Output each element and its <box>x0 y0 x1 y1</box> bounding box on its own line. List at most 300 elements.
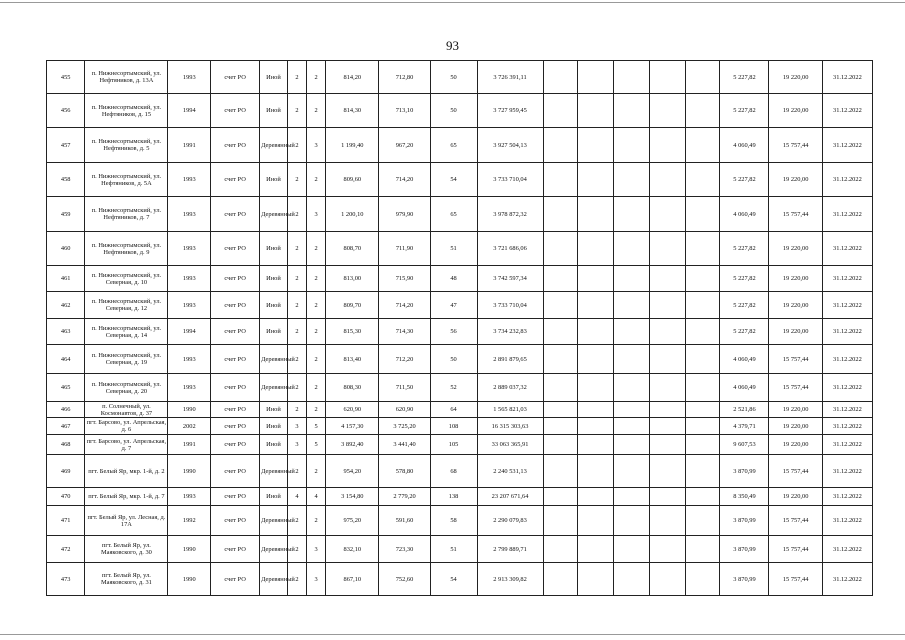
empty-cell <box>650 345 686 374</box>
row-number-cell: 467 <box>47 418 85 435</box>
empty-cell <box>613 266 649 292</box>
table-row <box>47 402 873 418</box>
repair-cost-cell: 2 891 879,65 <box>477 345 543 374</box>
living-area-cell: 578,80 <box>379 455 430 488</box>
address-cell: п. Нижнесортымский, ул. Северная, д. 12 <box>85 292 168 319</box>
entrances-cell: 4 <box>307 488 326 506</box>
empty-cell <box>650 61 686 94</box>
residents-cell: 51 <box>430 232 477 266</box>
empty-cell <box>650 232 686 266</box>
total-area-cell: 808,70 <box>326 232 379 266</box>
residents-cell: 51 <box>430 536 477 563</box>
empty-cell <box>543 506 577 536</box>
specific-cost-cell: 5 227,82 <box>720 61 769 94</box>
empty-cell <box>686 232 720 266</box>
residents-cell: 50 <box>430 94 477 128</box>
empty-cell <box>543 402 577 418</box>
max-cost-cell: 15 757,44 <box>769 506 822 536</box>
max-cost-cell: 15 757,44 <box>769 345 822 374</box>
empty-cell <box>686 506 720 536</box>
wall-material-cell: Деревянный <box>260 536 288 563</box>
address-cell: пгт. Белый Яр, мкр. 1-й, д. 7 <box>85 488 168 506</box>
repair-cost-cell: 2 799 889,71 <box>477 536 543 563</box>
address-cell: п. Нижнесортымский, ул. Нефтяников, д. 9 <box>85 232 168 266</box>
repair-cost-cell: 2 240 531,13 <box>477 455 543 488</box>
empty-cell <box>650 319 686 345</box>
residents-cell: 52 <box>430 374 477 402</box>
empty-cell <box>650 536 686 563</box>
page-number: 93 <box>446 38 459 53</box>
empty-cell <box>613 563 649 596</box>
empty-cell <box>686 374 720 402</box>
specific-cost-cell: 5 227,82 <box>720 94 769 128</box>
address-cell: пгт. Белый Яр, ул. Лесная, д. 17А <box>85 506 168 536</box>
specific-cost-cell: 5 227,82 <box>720 266 769 292</box>
repair-cost-cell: 3 727 959,45 <box>477 94 543 128</box>
empty-cell <box>577 506 613 536</box>
account-cell: счет РО <box>211 402 260 418</box>
empty-cell <box>650 402 686 418</box>
account-cell: счет РО <box>211 536 260 563</box>
empty-cell <box>577 455 613 488</box>
empty-cell <box>613 488 649 506</box>
empty-cell <box>613 536 649 563</box>
specific-cost-cell: 5 227,82 <box>720 319 769 345</box>
empty-cell <box>650 128 686 163</box>
empty-cell <box>650 94 686 128</box>
table-row <box>47 488 873 506</box>
empty-cell <box>613 197 649 232</box>
total-area-cell: 808,30 <box>326 374 379 402</box>
repair-cost-cell: 3 927 504,13 <box>477 128 543 163</box>
table-row <box>47 418 873 435</box>
table-row <box>47 266 873 292</box>
floors-cell: 3 <box>287 418 306 435</box>
wall-material-cell: Иной <box>260 163 288 197</box>
floors-cell: 4 <box>287 488 306 506</box>
table-row <box>47 506 873 536</box>
account-cell: счет РО <box>211 128 260 163</box>
address-cell: п. Нижнесортымский, ул. Северная, д. 20 <box>85 374 168 402</box>
total-area-cell: 3 154,80 <box>326 488 379 506</box>
total-area-cell: 975,20 <box>326 506 379 536</box>
living-area-cell: 591,60 <box>379 506 430 536</box>
empty-cell <box>577 128 613 163</box>
entrances-cell: 2 <box>307 232 326 266</box>
empty-cell <box>577 94 613 128</box>
empty-cell <box>613 61 649 94</box>
account-cell: счет РО <box>211 506 260 536</box>
entrances-cell: 2 <box>307 163 326 197</box>
year-cell: 1993 <box>168 163 211 197</box>
empty-cell <box>577 435 613 455</box>
empty-cell <box>577 374 613 402</box>
total-area-cell: 809,60 <box>326 163 379 197</box>
address-cell: п. Нижнесортымский, ул. Северная, д. 14 <box>85 319 168 345</box>
year-cell: 1993 <box>168 488 211 506</box>
max-cost-cell: 19 220,00 <box>769 94 822 128</box>
repair-cost-cell: 3 726 391,11 <box>477 61 543 94</box>
max-cost-cell: 19 220,00 <box>769 163 822 197</box>
account-cell: счет РО <box>211 232 260 266</box>
repair-cost-cell: 3 733 710,04 <box>477 163 543 197</box>
empty-cell <box>650 292 686 319</box>
row-number-cell: 461 <box>47 266 85 292</box>
floors-cell: 2 <box>287 61 306 94</box>
residents-cell: 65 <box>430 128 477 163</box>
table-row <box>47 345 873 374</box>
repair-cost-cell: 3 742 597,34 <box>477 266 543 292</box>
max-cost-cell: 19 220,00 <box>769 266 822 292</box>
year-cell: 2002 <box>168 418 211 435</box>
max-cost-cell: 19 220,00 <box>769 488 822 506</box>
living-area-cell: 712,20 <box>379 345 430 374</box>
table-row <box>47 128 873 163</box>
row-number-cell: 472 <box>47 536 85 563</box>
table-row <box>47 61 873 94</box>
repair-cost-cell: 3 734 232,83 <box>477 319 543 345</box>
specific-cost-cell: 2 521,86 <box>720 402 769 418</box>
table-row <box>47 563 873 596</box>
wall-material-cell: Иной <box>260 232 288 266</box>
entrances-cell: 2 <box>307 506 326 536</box>
floors-cell: 2 <box>287 345 306 374</box>
empty-cell <box>543 163 577 197</box>
year-cell: 1993 <box>168 197 211 232</box>
deadline-cell: 31.12.2022 <box>822 536 872 563</box>
year-cell: 1991 <box>168 435 211 455</box>
row-number-cell: 455 <box>47 61 85 94</box>
empty-cell <box>613 506 649 536</box>
empty-cell <box>686 418 720 435</box>
repair-cost-cell: 3 978 872,32 <box>477 197 543 232</box>
empty-cell <box>613 435 649 455</box>
empty-cell <box>543 536 577 563</box>
empty-cell <box>577 232 613 266</box>
empty-cell <box>650 435 686 455</box>
specific-cost-cell: 9 607,53 <box>720 435 769 455</box>
year-cell: 1993 <box>168 232 211 266</box>
address-cell: пгт. Белый Яр, ул. Маяковского, д. 30 <box>85 536 168 563</box>
wall-material-cell: Деревянный <box>260 197 288 232</box>
empty-cell <box>543 418 577 435</box>
account-cell: счет РО <box>211 94 260 128</box>
max-cost-cell: 19 220,00 <box>769 232 822 266</box>
row-number-cell: 463 <box>47 319 85 345</box>
floors-cell: 2 <box>287 402 306 418</box>
empty-cell <box>686 536 720 563</box>
deadline-cell: 31.12.2022 <box>822 418 872 435</box>
empty-cell <box>686 197 720 232</box>
floors-cell: 2 <box>287 536 306 563</box>
year-cell: 1990 <box>168 563 211 596</box>
empty-cell <box>650 488 686 506</box>
year-cell: 1993 <box>168 345 211 374</box>
deadline-cell: 31.12.2022 <box>822 197 872 232</box>
wall-material-cell: Иной <box>260 435 288 455</box>
table-body <box>47 61 873 596</box>
living-area-cell: 3 725,20 <box>379 418 430 435</box>
address-cell: п. Нижнесортымский, ул. Северная, д. 10 <box>85 266 168 292</box>
max-cost-cell: 15 757,44 <box>769 374 822 402</box>
total-area-cell: 832,10 <box>326 536 379 563</box>
residents-cell: 50 <box>430 345 477 374</box>
housing-register-table <box>46 60 873 596</box>
address-cell: п. Нижнесортымский, ул. Северная, д. 19 <box>85 345 168 374</box>
deadline-cell: 31.12.2022 <box>822 402 872 418</box>
wall-material-cell: Иной <box>260 418 288 435</box>
total-area-cell: 3 892,40 <box>326 435 379 455</box>
wall-material-cell: Деревянный <box>260 345 288 374</box>
empty-cell <box>543 197 577 232</box>
total-area-cell: 815,30 <box>326 319 379 345</box>
row-number-cell: 457 <box>47 128 85 163</box>
living-area-cell: 715,90 <box>379 266 430 292</box>
empty-cell <box>686 563 720 596</box>
empty-cell <box>543 128 577 163</box>
wall-material-cell: Деревянный <box>260 506 288 536</box>
specific-cost-cell: 3 870,99 <box>720 563 769 596</box>
empty-cell <box>543 455 577 488</box>
row-number-cell: 460 <box>47 232 85 266</box>
empty-cell <box>650 197 686 232</box>
max-cost-cell: 15 757,44 <box>769 128 822 163</box>
repair-cost-cell: 3 721 686,06 <box>477 232 543 266</box>
empty-cell <box>543 94 577 128</box>
empty-cell <box>613 232 649 266</box>
deadline-cell: 31.12.2022 <box>822 232 872 266</box>
total-area-cell: 620,90 <box>326 402 379 418</box>
living-area-cell: 712,80 <box>379 61 430 94</box>
residents-cell: 138 <box>430 488 477 506</box>
year-cell: 1990 <box>168 455 211 488</box>
entrances-cell: 2 <box>307 94 326 128</box>
repair-cost-cell: 33 063 365,91 <box>477 435 543 455</box>
wall-material-cell: Иной <box>260 266 288 292</box>
account-cell: счет РО <box>211 455 260 488</box>
entrances-cell: 2 <box>307 402 326 418</box>
account-cell: счет РО <box>211 345 260 374</box>
empty-cell <box>543 345 577 374</box>
residents-cell: 54 <box>430 163 477 197</box>
specific-cost-cell: 5 227,82 <box>720 232 769 266</box>
deadline-cell: 31.12.2022 <box>822 292 872 319</box>
max-cost-cell: 19 220,00 <box>769 418 822 435</box>
empty-cell <box>577 536 613 563</box>
year-cell: 1993 <box>168 61 211 94</box>
floors-cell: 2 <box>287 455 306 488</box>
total-area-cell: 809,70 <box>326 292 379 319</box>
max-cost-cell: 19 220,00 <box>769 319 822 345</box>
deadline-cell: 31.12.2022 <box>822 61 872 94</box>
empty-cell <box>686 435 720 455</box>
empty-cell <box>613 374 649 402</box>
empty-cell <box>686 292 720 319</box>
wall-material-cell: Деревянный <box>260 128 288 163</box>
empty-cell <box>613 455 649 488</box>
specific-cost-cell: 4 060,49 <box>720 345 769 374</box>
floors-cell: 2 <box>287 506 306 536</box>
entrances-cell: 2 <box>307 455 326 488</box>
scan-edge-top <box>0 2 905 3</box>
deadline-cell: 31.12.2022 <box>822 488 872 506</box>
row-number-cell: 462 <box>47 292 85 319</box>
floors-cell: 3 <box>287 435 306 455</box>
living-area-cell: 714,20 <box>379 163 430 197</box>
wall-material-cell: Иной <box>260 94 288 128</box>
row-number-cell: 458 <box>47 163 85 197</box>
wall-material-cell: Иной <box>260 292 288 319</box>
entrances-cell: 2 <box>307 61 326 94</box>
address-cell: п. Нижнесортымский, ул. Нефтяников, д. 7 <box>85 197 168 232</box>
repair-cost-cell: 16 315 303,63 <box>477 418 543 435</box>
repair-cost-cell: 2 889 037,32 <box>477 374 543 402</box>
empty-cell <box>543 435 577 455</box>
residents-cell: 56 <box>430 319 477 345</box>
empty-cell <box>650 418 686 435</box>
address-cell: п. Нижнесортымский, ул. Нефтяников, д. 5А <box>85 163 168 197</box>
repair-cost-cell: 2 913 309,82 <box>477 563 543 596</box>
deadline-cell: 31.12.2022 <box>822 319 872 345</box>
deadline-cell: 31.12.2022 <box>822 374 872 402</box>
entrances-cell: 2 <box>307 319 326 345</box>
table-row <box>47 232 873 266</box>
max-cost-cell: 15 757,44 <box>769 536 822 563</box>
total-area-cell: 813,00 <box>326 266 379 292</box>
entrances-cell: 2 <box>307 345 326 374</box>
entrances-cell: 2 <box>307 266 326 292</box>
wall-material-cell: Иной <box>260 488 288 506</box>
floors-cell: 2 <box>287 94 306 128</box>
empty-cell <box>613 94 649 128</box>
empty-cell <box>577 266 613 292</box>
empty-cell <box>650 455 686 488</box>
living-area-cell: 711,50 <box>379 374 430 402</box>
living-area-cell: 979,90 <box>379 197 430 232</box>
empty-cell <box>613 402 649 418</box>
table-row <box>47 536 873 563</box>
max-cost-cell: 19 220,00 <box>769 402 822 418</box>
repair-cost-cell: 2 290 079,83 <box>477 506 543 536</box>
deadline-cell: 31.12.2022 <box>822 506 872 536</box>
repair-cost-cell: 1 565 821,03 <box>477 402 543 418</box>
empty-cell <box>577 292 613 319</box>
repair-cost-cell: 23 207 671,64 <box>477 488 543 506</box>
max-cost-cell: 15 757,44 <box>769 197 822 232</box>
empty-cell <box>686 488 720 506</box>
empty-cell <box>686 319 720 345</box>
year-cell: 1993 <box>168 266 211 292</box>
account-cell: счет РО <box>211 488 260 506</box>
row-number-cell: 471 <box>47 506 85 536</box>
account-cell: счет РО <box>211 435 260 455</box>
empty-cell <box>577 61 613 94</box>
row-number-cell: 473 <box>47 563 85 596</box>
empty-cell <box>686 94 720 128</box>
max-cost-cell: 19 220,00 <box>769 61 822 94</box>
account-cell: счет РО <box>211 374 260 402</box>
row-number-cell: 468 <box>47 435 85 455</box>
empty-cell <box>686 163 720 197</box>
empty-cell <box>650 163 686 197</box>
account-cell: счет РО <box>211 292 260 319</box>
deadline-cell: 31.12.2022 <box>822 345 872 374</box>
specific-cost-cell: 3 870,99 <box>720 455 769 488</box>
deadline-cell: 31.12.2022 <box>822 128 872 163</box>
living-area-cell: 723,30 <box>379 536 430 563</box>
wall-material-cell: Деревянный <box>260 455 288 488</box>
residents-cell: 108 <box>430 418 477 435</box>
floors-cell: 2 <box>287 292 306 319</box>
year-cell: 1990 <box>168 402 211 418</box>
entrances-cell: 3 <box>307 128 326 163</box>
address-cell: п. Нижнесортымский, ул. Нефтяников, д. 13А <box>85 61 168 94</box>
year-cell: 1993 <box>168 374 211 402</box>
address-cell: пгт. Белый Яр, ул. Маяковского, д. 31 <box>85 563 168 596</box>
deadline-cell: 31.12.2022 <box>822 163 872 197</box>
year-cell: 1993 <box>168 292 211 319</box>
wall-material-cell: Деревянный <box>260 563 288 596</box>
specific-cost-cell: 4 379,71 <box>720 418 769 435</box>
row-number-cell: 466 <box>47 402 85 418</box>
living-area-cell: 3 441,40 <box>379 435 430 455</box>
deadline-cell: 31.12.2022 <box>822 563 872 596</box>
table-row <box>47 197 873 232</box>
total-area-cell: 813,40 <box>326 345 379 374</box>
living-area-cell: 714,20 <box>379 292 430 319</box>
row-number-cell: 469 <box>47 455 85 488</box>
table-row <box>47 292 873 319</box>
empty-cell <box>543 266 577 292</box>
entrances-cell: 5 <box>307 418 326 435</box>
repair-cost-cell: 3 733 710,04 <box>477 292 543 319</box>
empty-cell <box>577 418 613 435</box>
row-number-cell: 459 <box>47 197 85 232</box>
address-cell: пгт. Белый Яр, мкр. 1-й, д. 2 <box>85 455 168 488</box>
floors-cell: 2 <box>287 266 306 292</box>
max-cost-cell: 19 220,00 <box>769 435 822 455</box>
empty-cell <box>577 488 613 506</box>
entrances-cell: 5 <box>307 435 326 455</box>
residents-cell: 105 <box>430 435 477 455</box>
deadline-cell: 31.12.2022 <box>822 94 872 128</box>
empty-cell <box>650 563 686 596</box>
empty-cell <box>613 345 649 374</box>
entrances-cell: 3 <box>307 563 326 596</box>
specific-cost-cell: 3 870,99 <box>720 506 769 536</box>
living-area-cell: 967,20 <box>379 128 430 163</box>
residents-cell: 54 <box>430 563 477 596</box>
empty-cell <box>577 319 613 345</box>
floors-cell: 2 <box>287 563 306 596</box>
empty-cell <box>543 61 577 94</box>
empty-cell <box>543 563 577 596</box>
table-row <box>47 319 873 345</box>
total-area-cell: 1 199,40 <box>326 128 379 163</box>
living-area-cell: 711,90 <box>379 232 430 266</box>
row-number-cell: 456 <box>47 94 85 128</box>
total-area-cell: 814,20 <box>326 61 379 94</box>
account-cell: счет РО <box>211 418 260 435</box>
table-row <box>47 455 873 488</box>
living-area-cell: 2 779,20 <box>379 488 430 506</box>
scan-edge-bottom <box>0 634 905 635</box>
empty-cell <box>613 292 649 319</box>
max-cost-cell: 15 757,44 <box>769 455 822 488</box>
total-area-cell: 867,10 <box>326 563 379 596</box>
address-cell: п. Нижнесортымский, ул. Нефтяников, д. 15 <box>85 94 168 128</box>
floors-cell: 2 <box>287 232 306 266</box>
